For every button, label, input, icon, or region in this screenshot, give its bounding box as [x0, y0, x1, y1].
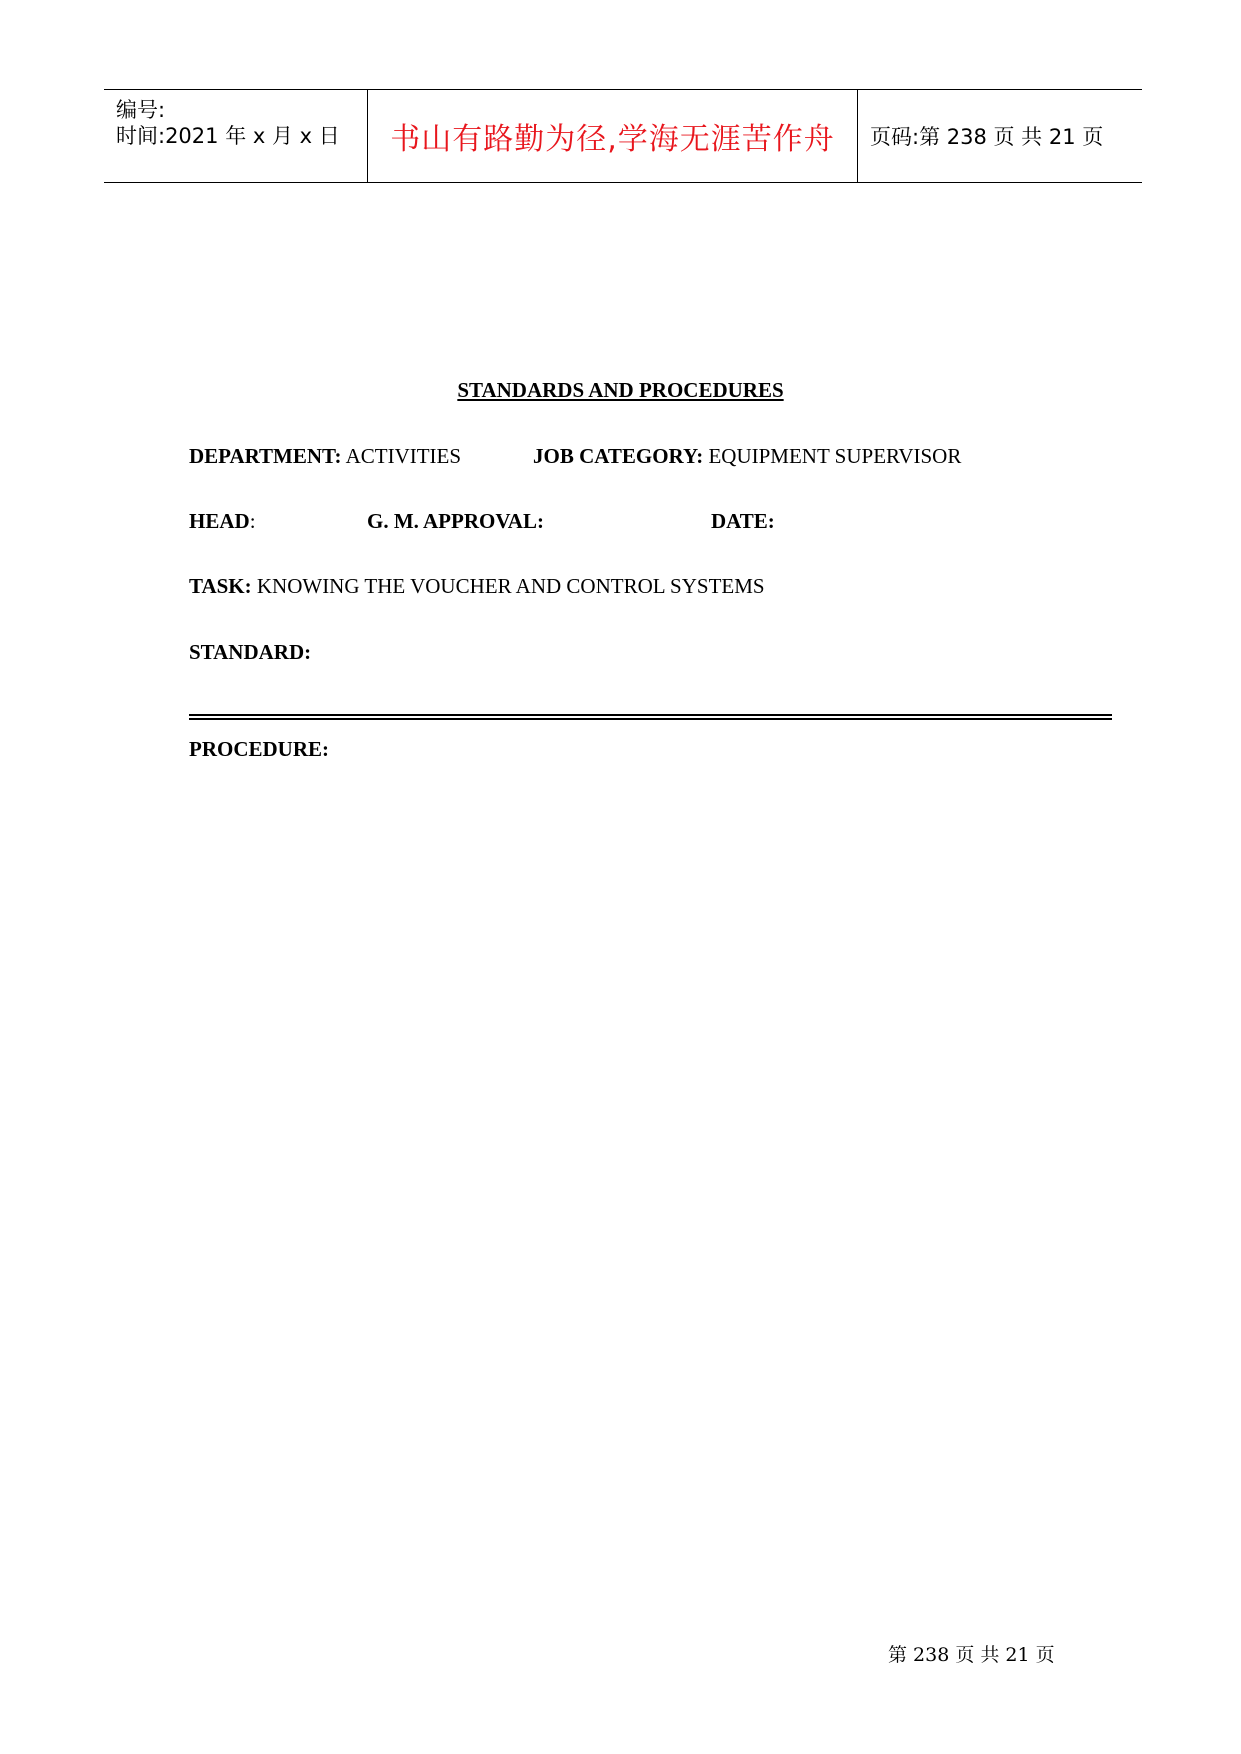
header-motto-cell — [368, 90, 858, 182]
job-category-line — [533, 444, 961, 469]
head-colon: : — [249, 509, 256, 533]
double-divider — [189, 714, 1112, 720]
task-label: TASK: — [189, 574, 252, 598]
date-label: DATE: — [711, 509, 775, 533]
task-line — [189, 574, 765, 599]
head-label: HEAD — [189, 509, 250, 533]
page-info: 页码:第 238 页 共 21 页 — [870, 125, 1104, 149]
header-table — [104, 89, 1142, 183]
job-category-value: EQUIPMENT SUPERVISOR — [703, 444, 962, 468]
header-left-cell — [104, 90, 368, 182]
department-label: DEPARTMENT: — [189, 444, 342, 468]
document-title — [0, 378, 1241, 403]
motto-text: 书山有路勤为径,学海无涯苦作舟 — [390, 122, 835, 157]
job-category-label: JOB CATEGORY: — [533, 444, 704, 468]
task-value: KNOWING THE VOUCHER AND CONTROL SYSTEMS — [251, 574, 765, 598]
head-line — [189, 509, 256, 534]
procedure-label: PROCEDURE: — [189, 737, 329, 761]
header-page-cell — [858, 90, 1142, 182]
footer-page-number: 第 238 页 共 21 页 — [888, 1644, 1055, 1666]
department-line — [189, 444, 461, 469]
code-label: 编号: — [116, 98, 166, 122]
department-value: ACTIVITIES — [341, 444, 462, 468]
gm-approval-label: G. M. APPROVAL: — [367, 509, 544, 533]
time-label: 时间:2021 年 x 月 x 日 — [116, 124, 340, 148]
document-title-text: STANDARDS AND PROCEDURES — [457, 378, 784, 402]
standard-label: STANDARD: — [189, 640, 312, 664]
